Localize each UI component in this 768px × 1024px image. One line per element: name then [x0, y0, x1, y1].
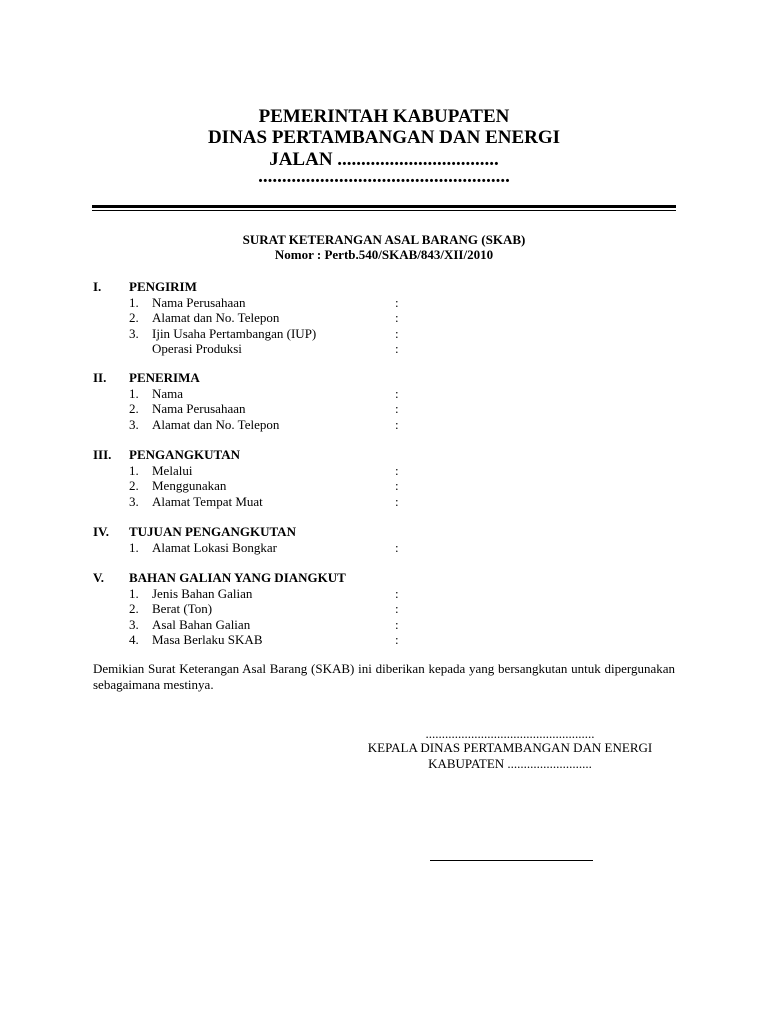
field-index: 1.	[129, 585, 139, 601]
field-label: Jenis Bahan Galian	[152, 585, 253, 601]
field-row	[0, 417, 768, 433]
field-row	[0, 601, 768, 617]
field-label: Alamat dan No. Telepon	[152, 416, 280, 432]
closing-paragraph: Demikian Surat Keterangan Asal Barang (SKAB) ini diberikan kepada yang bersangkutan untuk dipergunakan sebagaimana mestinya.	[93, 661, 675, 692]
field-row	[0, 478, 768, 494]
field-index: 4.	[129, 632, 139, 647]
field-index: 1.	[129, 539, 139, 555]
field-label: Alamat Lokasi Bongkar	[152, 539, 277, 555]
field-row	[0, 540, 768, 556]
section-heading: PENGIRIM	[129, 279, 197, 294]
document-title: SURAT KETERANGAN ASAL BARANG (SKAB)	[242, 232, 526, 247]
field-colon: :	[395, 416, 399, 432]
field-index: 3.	[129, 325, 139, 341]
field-label: Ijin Usaha Pertambangan (IUP)	[152, 325, 317, 341]
field-row	[0, 326, 768, 342]
section-number: V.	[93, 570, 104, 585]
field-colon: :	[395, 325, 399, 341]
field-colon: :	[395, 401, 399, 416]
document-number: Nomor : Pertb.540/SKAB/843/XII/2010	[274, 247, 494, 262]
field-row	[0, 632, 768, 648]
field-row	[0, 341, 768, 357]
field-row	[0, 617, 768, 633]
field-colon: :	[395, 493, 399, 509]
field-colon: :	[395, 616, 399, 632]
field-label: Nama Perusahaan	[152, 401, 246, 416]
field-colon: :	[395, 632, 399, 647]
section-number: II.	[93, 370, 107, 385]
field-row	[0, 295, 768, 311]
signature-line	[430, 860, 593, 861]
field-label: Alamat Tempat Muat	[152, 493, 263, 509]
section-heading: PENERIMA	[129, 370, 200, 385]
field-index: 1.	[129, 462, 139, 478]
field-label: Berat (Ton)	[152, 601, 213, 616]
signature-position: KEPALA DINAS PERTAMBANGAN DAN ENERGI	[367, 740, 653, 755]
field-row	[0, 494, 768, 510]
field-index: 3.	[129, 416, 139, 432]
field-colon: :	[395, 341, 399, 356]
section-heading: PENGANGKUTAN	[129, 447, 240, 462]
field-row	[0, 386, 768, 402]
section-number: I.	[93, 279, 102, 294]
field-colon: :	[395, 539, 399, 555]
field-row	[0, 401, 768, 417]
field-index: 3.	[129, 616, 139, 632]
field-label: Alamat dan No. Telepon	[152, 310, 280, 325]
field-index: 3.	[129, 493, 139, 509]
field-colon: :	[395, 585, 399, 601]
field-colon: :	[395, 478, 399, 493]
field-colon: :	[395, 310, 399, 325]
letterhead-agency: DINAS PERTAMBANGAN DAN ENERGI	[207, 127, 561, 148]
letterhead-divider-thick	[92, 205, 676, 208]
field-index: 2.	[129, 310, 139, 325]
field-colon: :	[395, 385, 399, 401]
letterhead-government: PEMERINTAH KABUPATEN	[258, 106, 510, 127]
section-heading: BAHAN GALIAN YANG DIANGKUT	[129, 570, 346, 585]
section-heading: TUJUAN PENGANGKUTAN	[129, 524, 296, 539]
field-label: Nama	[152, 385, 184, 401]
field-label: Melalui	[152, 462, 193, 478]
field-row	[0, 463, 768, 479]
field-row	[0, 586, 768, 602]
section-number: IV.	[93, 524, 110, 539]
field-index: 1.	[129, 385, 139, 401]
field-label: Masa Berlaku SKAB	[152, 632, 263, 647]
field-index: 2.	[129, 401, 139, 416]
field-index: 1.	[129, 294, 139, 310]
field-label: Nama Perusahaan	[152, 294, 246, 310]
field-colon: :	[395, 294, 399, 310]
field-label: Menggunakan	[152, 478, 227, 493]
field-label: Operasi Produksi	[152, 341, 242, 356]
field-index: 2.	[129, 478, 139, 493]
section-number: III.	[93, 447, 112, 462]
field-colon: :	[395, 462, 399, 478]
letterhead-address-continued: .....................................................	[258, 166, 510, 187]
letterhead-address: JALAN ..................................	[269, 149, 499, 170]
signature-region: KABUPATEN ..........................	[428, 756, 592, 771]
field-label: Asal Bahan Galian	[152, 616, 251, 632]
field-colon: :	[395, 601, 399, 616]
signature-place-date: ....................................................	[425, 726, 595, 741]
field-row	[0, 310, 768, 326]
field-index: 2.	[129, 601, 139, 616]
letterhead-divider-thin	[92, 210, 676, 211]
